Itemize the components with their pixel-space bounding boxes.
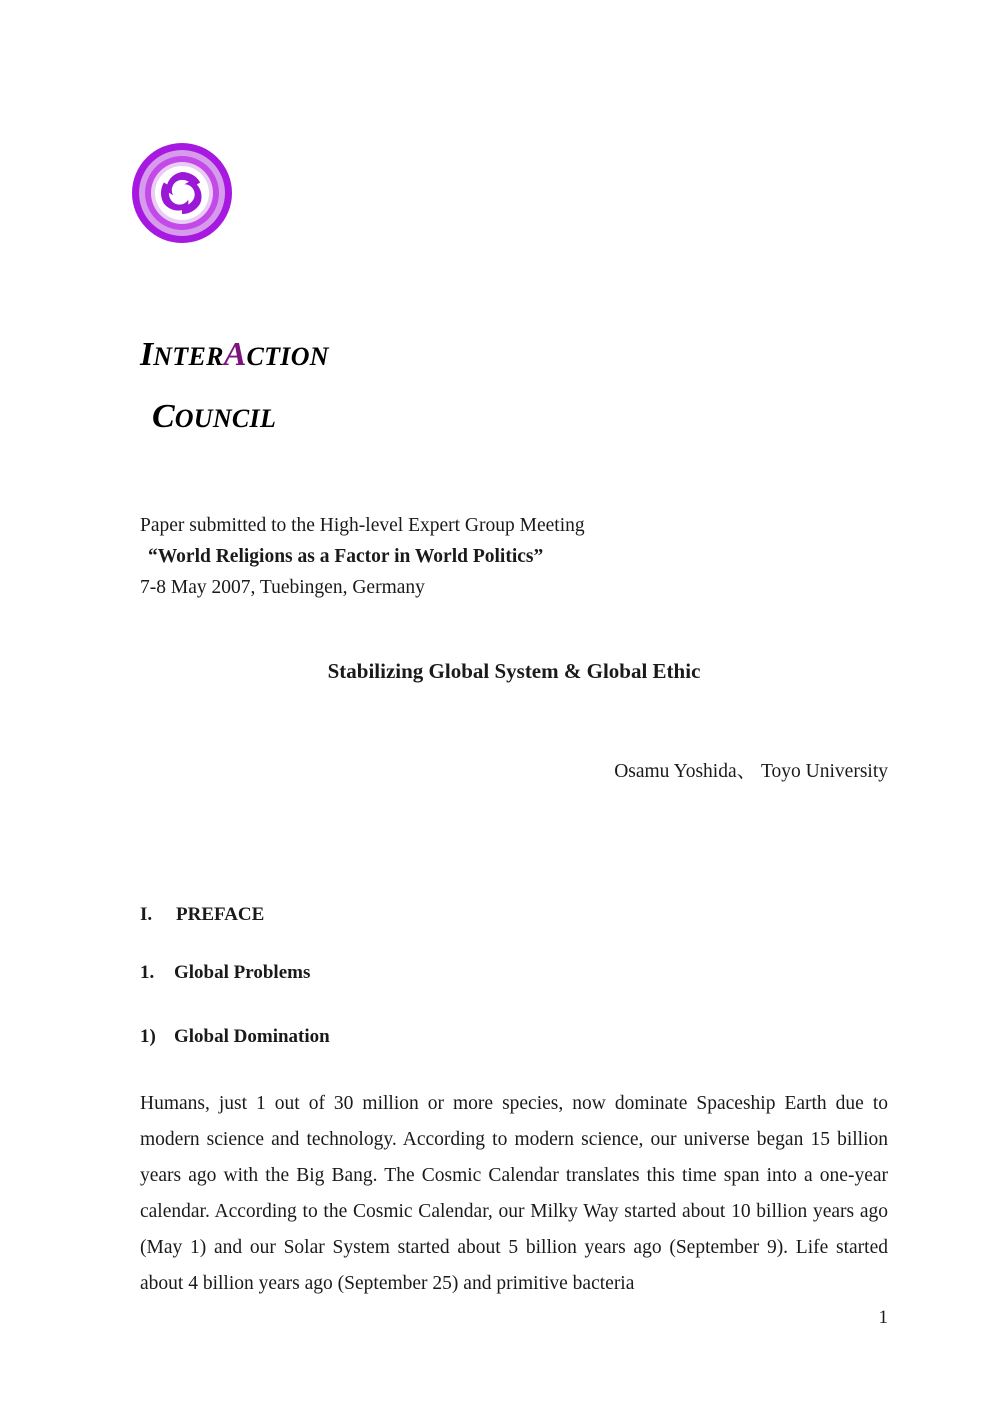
masthead-nter: NTER xyxy=(153,342,224,371)
masthead-initial-i: I xyxy=(140,336,154,373)
heading-global-domination-number: 1) xyxy=(140,1026,156,1047)
heading-preface xyxy=(140,904,264,926)
heading-global-problems xyxy=(140,962,310,984)
submission-meeting-title: “World Religions as a Factor in World Politics” xyxy=(148,546,544,567)
page-number: 1 xyxy=(878,1307,888,1328)
paper-title: Stabilizing Global System & Global Ethic xyxy=(327,659,701,683)
masthead-initial-c: C xyxy=(152,398,175,435)
interaction-council-logo xyxy=(131,142,233,244)
masthead xyxy=(140,338,840,434)
masthead-ction: CTION xyxy=(246,342,329,371)
heading-global-domination-label: Global Domination xyxy=(174,1026,330,1047)
submission-date-location: 7-8 May 2007, Tuebingen, Germany xyxy=(140,577,425,598)
body-paragraph: Humans, just 1 out of 30 million or more species, now dominate Spaceship Earth due to modern science and technology. According to modern science, our universe began 15 billion years ago with the Big Bang. The Cosmic Calendar translates this time span into a one-year calendar. According to the Cosmic Calendar, our Milky Way started about 10 billion years ago (May 1) and our Solar System started about 5 billion years ago (September 9). Life started about 4 billion years ago (September 25) and primitive bacteria xyxy=(140,1093,888,1294)
heading-global-problems-number: 1. xyxy=(140,962,155,983)
submission-line-1: Paper submitted to the High-level Expert Group Meeting xyxy=(140,515,585,536)
masthead-line-council xyxy=(152,400,840,434)
heading-global-domination xyxy=(140,1026,330,1048)
triskelion-icon xyxy=(131,142,233,244)
masthead-ouncil: OUNCIL xyxy=(174,404,277,433)
heading-preface-number: I. xyxy=(140,904,153,925)
heading-global-problems-label: Global Problems xyxy=(174,962,311,983)
masthead-line-interaction xyxy=(140,338,840,372)
submission-block xyxy=(140,510,900,603)
author-affiliation: Osamu Yoshida、 Toyo University xyxy=(614,761,888,782)
masthead-accent-a: A xyxy=(223,336,247,373)
heading-preface-label: PREFACE xyxy=(176,904,265,925)
